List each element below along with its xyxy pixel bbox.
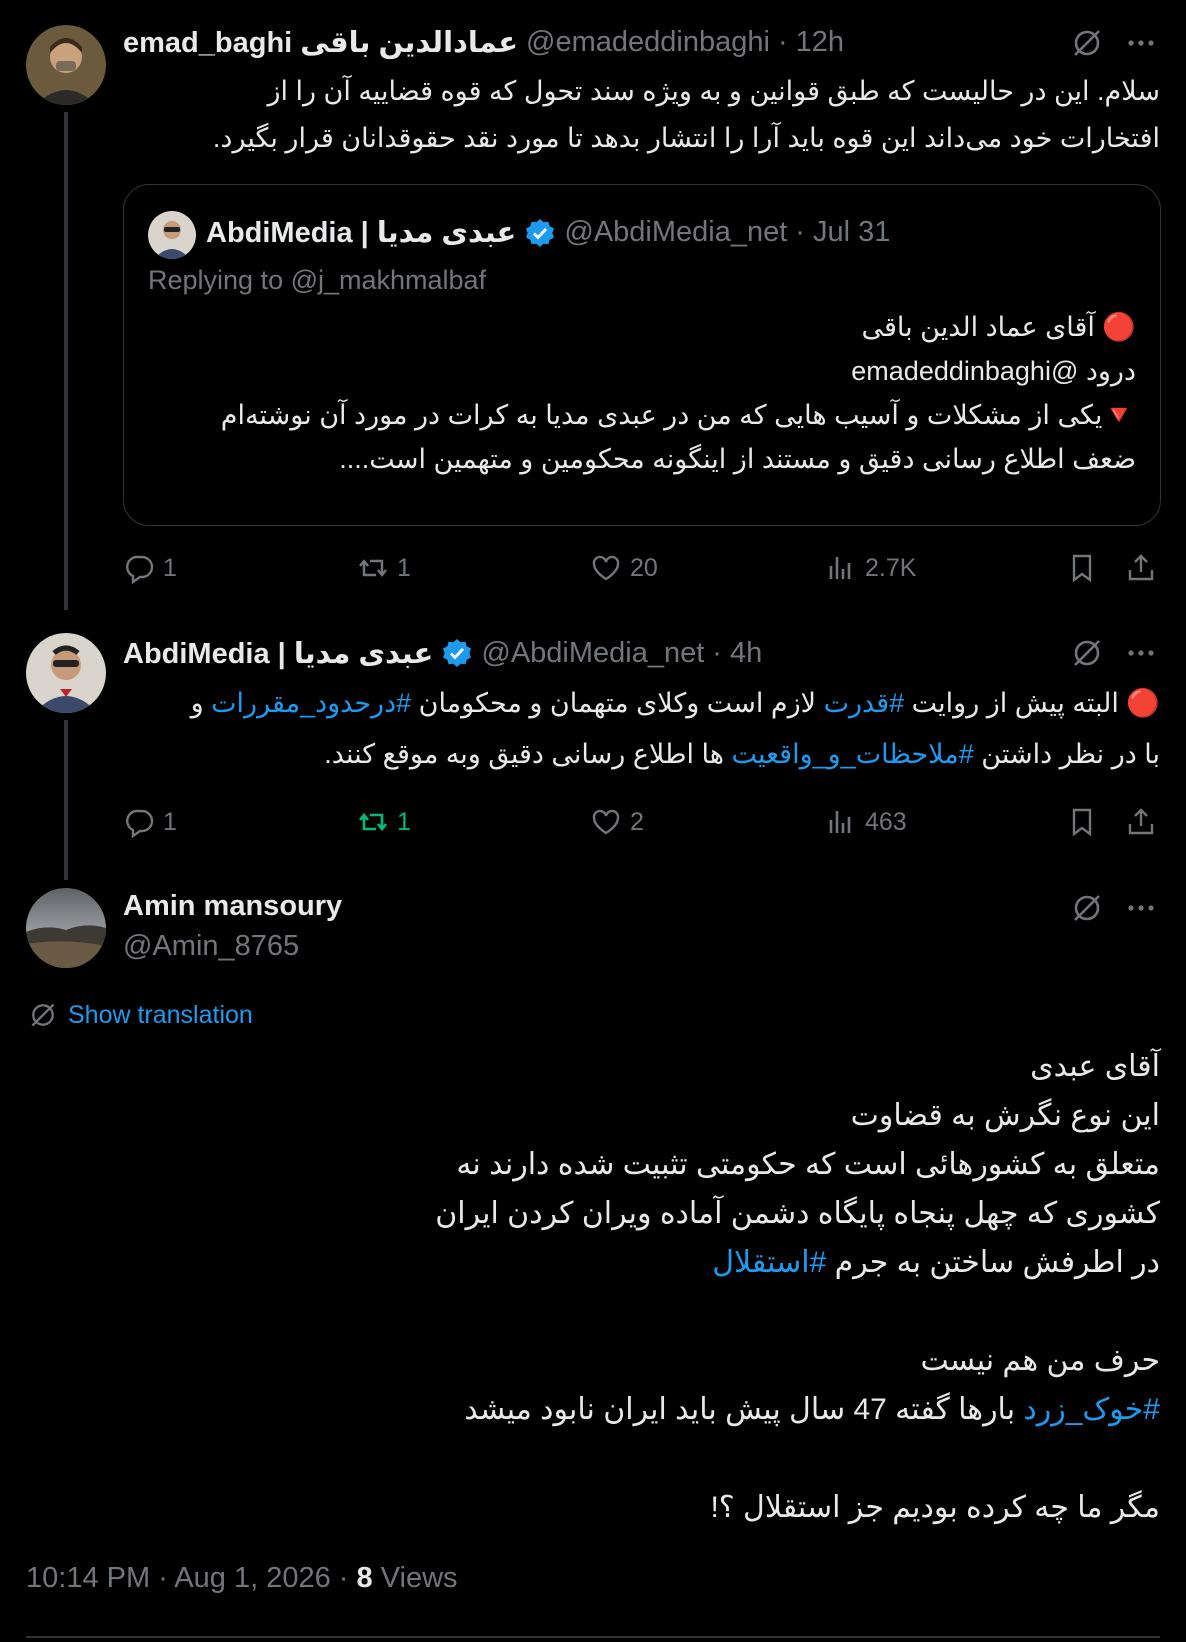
tweet2-actions bbox=[123, 802, 1163, 842]
repost-count: 1 bbox=[397, 807, 411, 836]
quote-author-name: AbdiMedia | عبدی مدیا bbox=[206, 217, 517, 249]
author-name[interactable]: emad_baghi عمادالدین باقی bbox=[123, 26, 519, 59]
repost-icon bbox=[357, 806, 389, 838]
text-segment: لازم است وکلای متهمان و محکومان bbox=[411, 688, 824, 718]
hashtag-link[interactable]: #خوک_زرد bbox=[1023, 1393, 1160, 1426]
repost-count: 1 bbox=[397, 553, 411, 582]
tweet2-header bbox=[123, 633, 762, 673]
bookmark-button[interactable] bbox=[1066, 548, 1098, 588]
like-button[interactable] bbox=[590, 802, 644, 842]
blank-line bbox=[123, 1434, 1160, 1483]
repost-icon bbox=[357, 552, 389, 584]
tweet1-header bbox=[123, 22, 844, 62]
blank-line bbox=[123, 1287, 1160, 1336]
views-icon bbox=[825, 806, 857, 838]
divider bbox=[26, 1636, 1160, 1638]
grok-icon[interactable] bbox=[1070, 891, 1104, 930]
avatar-emad-baghi[interactable] bbox=[26, 25, 106, 105]
reply-button[interactable] bbox=[123, 802, 177, 842]
share-icon bbox=[1125, 552, 1157, 584]
quote-line: درود @emadeddinbaghi bbox=[851, 356, 1136, 386]
share-icon bbox=[1125, 806, 1157, 838]
separator-dot: · bbox=[777, 25, 788, 58]
quote-line: 🔴 آقای عماد الدین باقی bbox=[861, 312, 1136, 342]
show-translation-link[interactable] bbox=[28, 1000, 253, 1030]
views-button[interactable] bbox=[825, 548, 916, 588]
quote-avatar bbox=[148, 211, 196, 259]
reply-icon bbox=[123, 552, 155, 584]
bookmark-icon bbox=[1066, 552, 1098, 584]
text-line bbox=[123, 1238, 1160, 1287]
views-count: 8 bbox=[356, 1562, 373, 1594]
text-line: آقای عبدی bbox=[1030, 1050, 1160, 1083]
tweet1-actions bbox=[123, 548, 1163, 588]
bookmark-icon bbox=[1066, 806, 1098, 838]
reply-icon bbox=[123, 806, 155, 838]
grok-icon[interactable] bbox=[1070, 636, 1104, 675]
quote-line: 🔻یکی از مشکلات و آسیب هایی که من در عبدی مدیا به کرات در مورد آن نوشته‌ام bbox=[220, 400, 1136, 430]
text-line bbox=[123, 729, 1160, 780]
quote-text bbox=[148, 305, 1136, 481]
repost-button[interactable] bbox=[357, 548, 411, 588]
author-handle[interactable]: @AbdiMedia_net bbox=[481, 636, 705, 669]
hashtag-link[interactable]: #درحدود_مقررات bbox=[211, 688, 412, 718]
thread-line-1 bbox=[64, 112, 68, 610]
like-count: 2 bbox=[630, 807, 644, 836]
share-button[interactable] bbox=[1125, 802, 1157, 842]
like-icon bbox=[590, 552, 622, 584]
views-count: 2.7K bbox=[865, 553, 917, 582]
separator-dot: · bbox=[795, 216, 805, 248]
more-icon[interactable] bbox=[1124, 891, 1158, 930]
quote-time: Jul 31 bbox=[812, 216, 891, 248]
text-line: افتخارات خود می‌داند این قوه باید آرا را انتشار بدهد تا مورد نقد حقوقدانان قرار بگیرد. bbox=[212, 123, 1160, 153]
text-line: این نوع نگرش به قضاوت bbox=[850, 1099, 1160, 1132]
show-translation-label: Show translation bbox=[68, 1000, 253, 1029]
views-label: Views bbox=[372, 1562, 458, 1594]
translate-icon bbox=[28, 1000, 58, 1030]
author-name[interactable]: AbdiMedia | عبدی مدیا bbox=[123, 637, 434, 670]
text-line: متعلق به کشورهائی است که حکومتی تثبیت شده دارند نه bbox=[456, 1148, 1160, 1181]
tweet3-text bbox=[123, 1042, 1160, 1532]
views-icon bbox=[825, 552, 857, 584]
separator-dot: · bbox=[712, 636, 722, 669]
author-handle[interactable]: @Amin_8765 bbox=[123, 930, 300, 962]
text-line: سلام. این در حالیست که طبق قوانین و به ویژه سند تحول که قوه قضاییه آن را از bbox=[267, 76, 1160, 106]
more-icon[interactable] bbox=[1124, 636, 1158, 675]
text-line bbox=[123, 1385, 1160, 1434]
text-segment: بارها گفته 47 سال پیش باید ایران نابود میشد bbox=[464, 1393, 1024, 1426]
tweet1-text bbox=[123, 68, 1160, 162]
text-line: مگر ما چه کرده بودیم جز استقلال ؟! bbox=[710, 1491, 1160, 1524]
avatar-abdimedia[interactable] bbox=[26, 633, 106, 713]
views-count: 463 bbox=[865, 807, 907, 836]
quoted-tweet-card[interactable] bbox=[123, 184, 1161, 526]
views-button[interactable] bbox=[825, 802, 907, 842]
text-line: حرف من هم نیست bbox=[920, 1344, 1160, 1377]
quote-header bbox=[206, 215, 890, 250]
tweet2-text bbox=[123, 678, 1160, 780]
text-segment: با در نظر داشتن bbox=[973, 739, 1160, 769]
reply-button[interactable] bbox=[123, 548, 177, 588]
reply-count: 1 bbox=[163, 553, 177, 582]
share-button[interactable] bbox=[1125, 548, 1157, 588]
like-icon bbox=[590, 806, 622, 838]
grok-icon[interactable] bbox=[1070, 26, 1104, 65]
post-time[interactable]: 12h bbox=[795, 25, 845, 58]
text-segment: در اطرفش ساختن به جرم bbox=[826, 1246, 1160, 1279]
text-line bbox=[123, 678, 1160, 729]
more-icon[interactable] bbox=[1124, 26, 1158, 65]
verified-icon bbox=[524, 217, 556, 249]
quote-author-handle: @AbdiMedia_net bbox=[564, 216, 788, 248]
avatar-amin-mansoury[interactable] bbox=[26, 888, 106, 968]
like-count: 20 bbox=[630, 553, 658, 582]
thread-line-2 bbox=[64, 720, 68, 880]
text-line: کشوری که چهل پنجاه پایگاه دشمن آماده ویران کردن ایران bbox=[435, 1197, 1160, 1230]
post-timestamp bbox=[26, 1562, 458, 1595]
quote-line: ضعف اطلاع رسانی دقیق و مستند از اینگونه محکومین و متهمین است.... bbox=[339, 444, 1136, 474]
timestamp-text[interactable]: 10:14 PM · Aug 1, 2026 · bbox=[26, 1562, 357, 1594]
author-handle[interactable]: @emadeddinbaghi bbox=[526, 25, 770, 58]
replying-to: Replying to @j_makhmalbaf bbox=[148, 265, 487, 295]
repost-button[interactable] bbox=[357, 802, 411, 842]
bookmark-button[interactable] bbox=[1066, 802, 1098, 842]
like-button[interactable] bbox=[590, 548, 658, 588]
post-time[interactable]: 4h bbox=[729, 636, 763, 669]
hashtag-link[interactable]: #قدرت bbox=[823, 688, 905, 718]
author-name[interactable]: Amin mansoury bbox=[123, 890, 343, 922]
text-segment: و bbox=[190, 688, 212, 718]
text-segment: ها اطلاع رسانی دقیق وبه موقع کنند. bbox=[324, 739, 732, 769]
reply-count: 1 bbox=[163, 807, 177, 836]
text-segment: 🔴 البته پیش از روایت bbox=[904, 688, 1160, 718]
verified-icon bbox=[441, 637, 473, 669]
hashtag-link[interactable]: #ملاحظات_و_واقعیت bbox=[731, 739, 974, 769]
hashtag-link[interactable]: #استقلال bbox=[712, 1246, 827, 1279]
